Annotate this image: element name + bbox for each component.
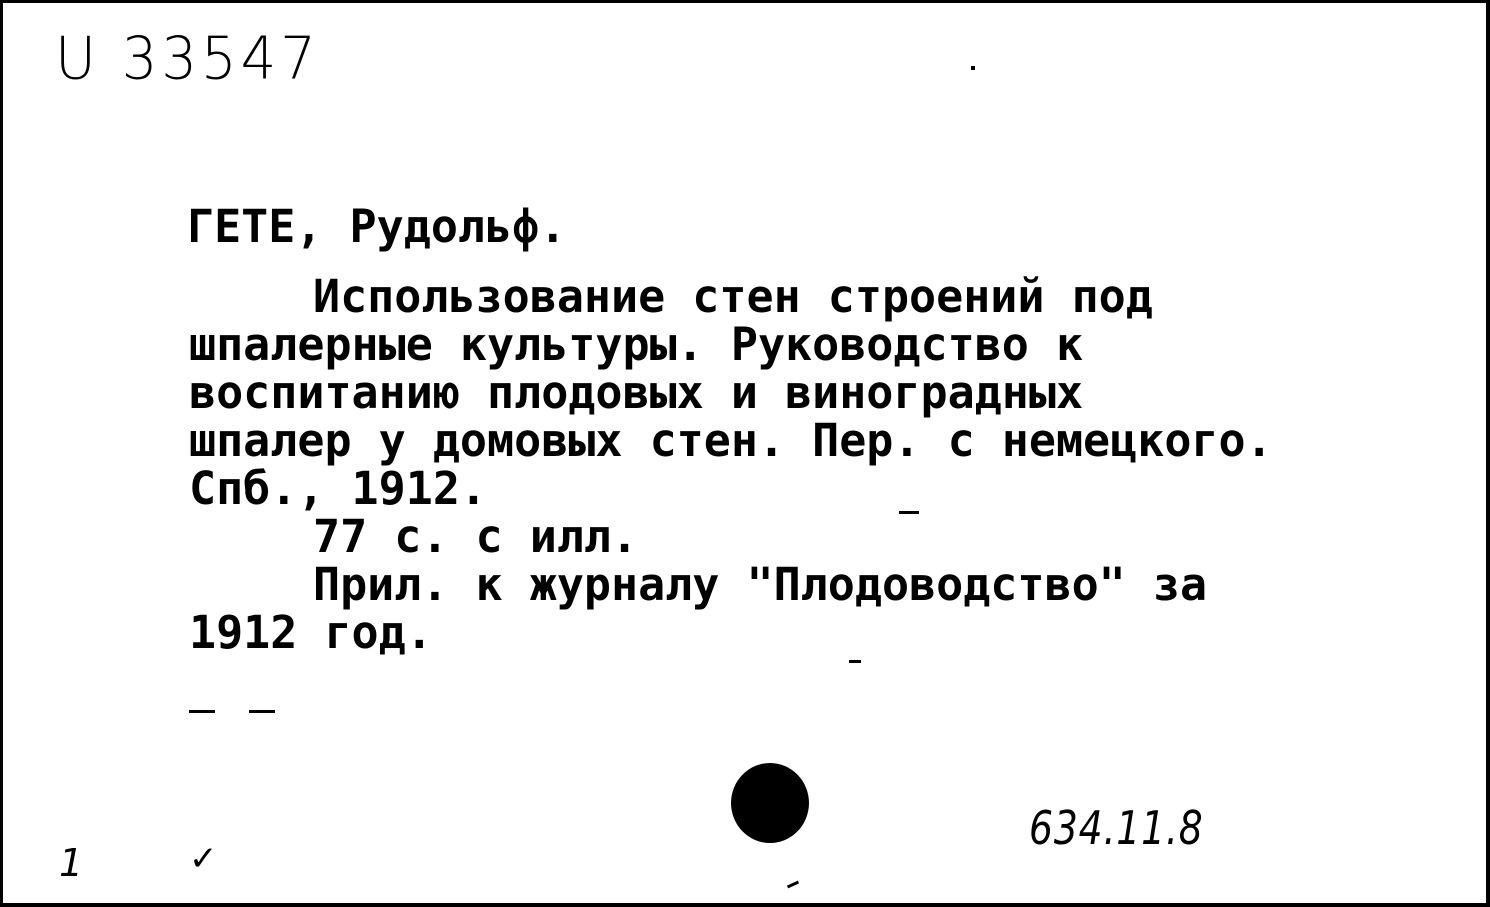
- speck: [899, 511, 919, 514]
- title-line: воспитанию плодовых и виноградных: [189, 366, 1084, 419]
- title-line: шпалер у домовых стен. Пер. с немецкого.: [189, 414, 1273, 467]
- note-line: 1912 год.: [189, 606, 433, 659]
- classification-number: 634.11.8: [1029, 801, 1204, 855]
- note-line: Прил. к журналу "Плодоводство" за: [313, 558, 1208, 611]
- speck: [189, 710, 215, 713]
- speck: [971, 66, 975, 70]
- imprint-line: Спб., 1912.: [189, 462, 488, 515]
- title-line: Использование стен строений под: [313, 270, 1153, 323]
- speck: [787, 881, 799, 889]
- author-heading: ГЕТЕ, Рудольф.: [187, 200, 567, 253]
- title-line: шпалерные культуры. Руководство к: [189, 318, 1084, 371]
- speck: [849, 660, 861, 663]
- accession-number: U 33547: [55, 25, 320, 94]
- collation-line: 77 с. с илл.: [313, 510, 639, 563]
- check-mark-icon: ✓: [189, 839, 218, 879]
- punch-hole: [731, 763, 809, 843]
- corner-number: 1: [59, 841, 84, 885]
- speck: [249, 710, 275, 713]
